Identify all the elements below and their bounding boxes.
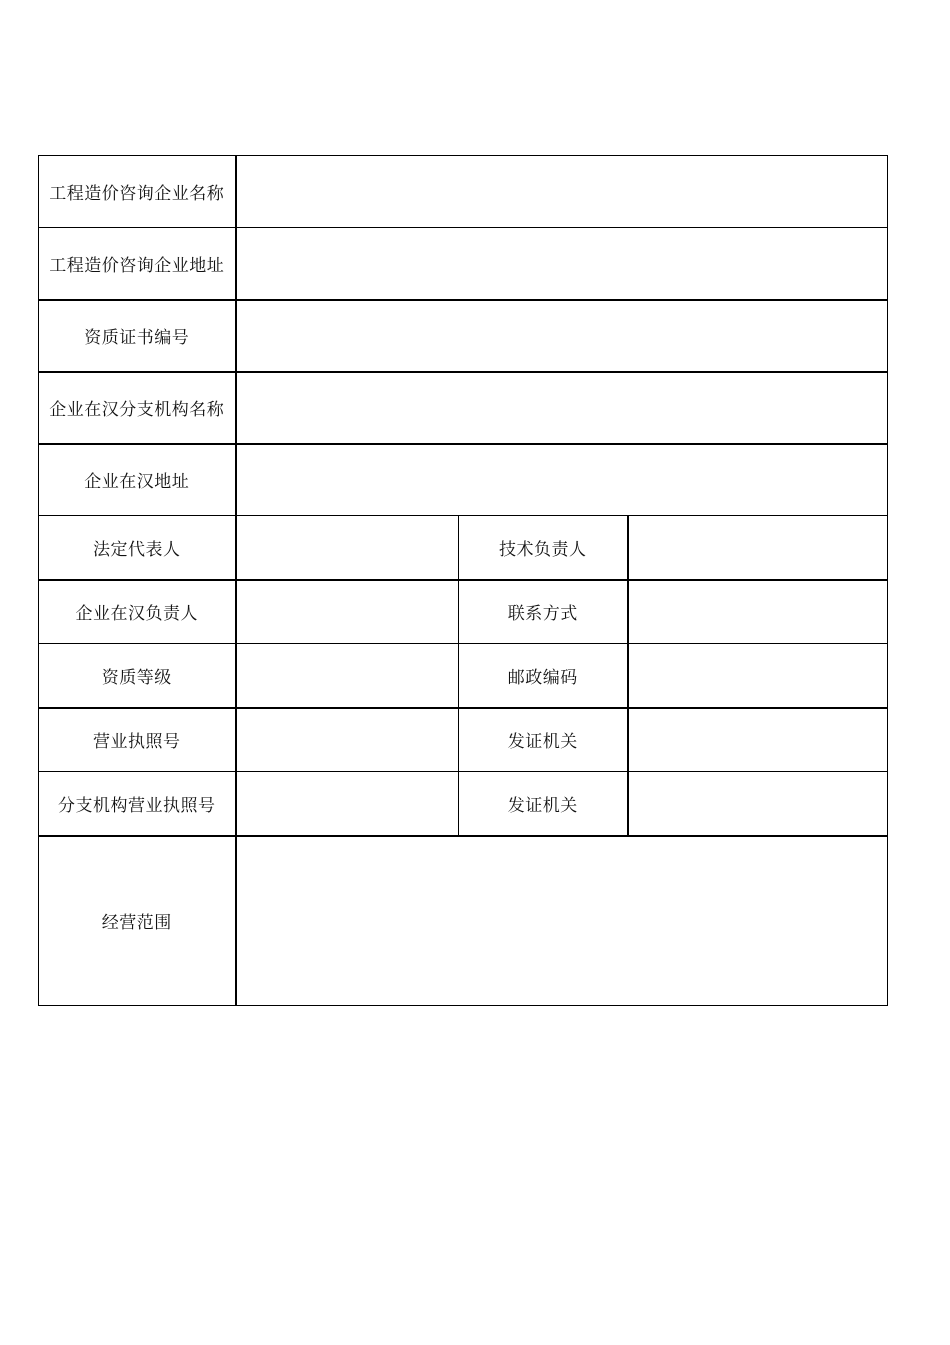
field-label: 工程造价咨询企业名称 bbox=[39, 156, 236, 228]
qualification-level-field[interactable] bbox=[236, 644, 459, 708]
field-label: 联系方式 bbox=[459, 580, 628, 644]
legal-representative-field[interactable] bbox=[236, 516, 459, 580]
company-name-field[interactable] bbox=[236, 156, 888, 228]
field-label: 发证机关 bbox=[459, 708, 628, 772]
form-row-branch-license bbox=[39, 772, 888, 836]
field-label: 资质证书编号 bbox=[39, 300, 236, 372]
field-label: 发证机关 bbox=[459, 772, 628, 836]
business-license-field[interactable] bbox=[236, 708, 459, 772]
field-label: 邮政编码 bbox=[459, 644, 628, 708]
form-row-legal-rep bbox=[39, 516, 888, 580]
field-label: 工程造价咨询企业地址 bbox=[39, 228, 236, 300]
form-row-business-license bbox=[39, 708, 888, 772]
field-label: 营业执照号 bbox=[39, 708, 236, 772]
form-row-branch-name bbox=[39, 372, 888, 444]
field-label: 企业在汉负责人 bbox=[39, 580, 236, 644]
branch-lead-field[interactable] bbox=[236, 580, 459, 644]
contact-field[interactable] bbox=[628, 580, 888, 644]
branch-address-field[interactable] bbox=[236, 444, 888, 516]
field-label: 企业在汉分支机构名称 bbox=[39, 372, 236, 444]
form-row-branch-address bbox=[39, 444, 888, 516]
field-label: 分支机构营业执照号 bbox=[39, 772, 236, 836]
issuing-authority-field[interactable] bbox=[628, 708, 888, 772]
branch-name-field[interactable] bbox=[236, 372, 888, 444]
postal-code-field[interactable] bbox=[628, 644, 888, 708]
field-label: 法定代表人 bbox=[39, 516, 236, 580]
field-label: 经营范围 bbox=[39, 836, 236, 1006]
form-row-company-address bbox=[39, 228, 888, 300]
branch-issuing-authority-field[interactable] bbox=[628, 772, 888, 836]
form-row-company-name bbox=[39, 156, 888, 228]
form-row-qualification bbox=[39, 644, 888, 708]
field-label: 技术负责人 bbox=[459, 516, 628, 580]
form-row-certificate-number bbox=[39, 300, 888, 372]
field-label: 资质等级 bbox=[39, 644, 236, 708]
certificate-number-field[interactable] bbox=[236, 300, 888, 372]
branch-license-field[interactable] bbox=[236, 772, 459, 836]
business-scope-field[interactable] bbox=[236, 836, 888, 1006]
company-address-field[interactable] bbox=[236, 228, 888, 300]
form-row-business-scope bbox=[39, 836, 888, 1006]
form-row-branch-lead bbox=[39, 580, 888, 644]
registration-form-table bbox=[38, 155, 888, 1006]
field-label: 企业在汉地址 bbox=[39, 444, 236, 516]
technical-lead-field[interactable] bbox=[628, 516, 888, 580]
